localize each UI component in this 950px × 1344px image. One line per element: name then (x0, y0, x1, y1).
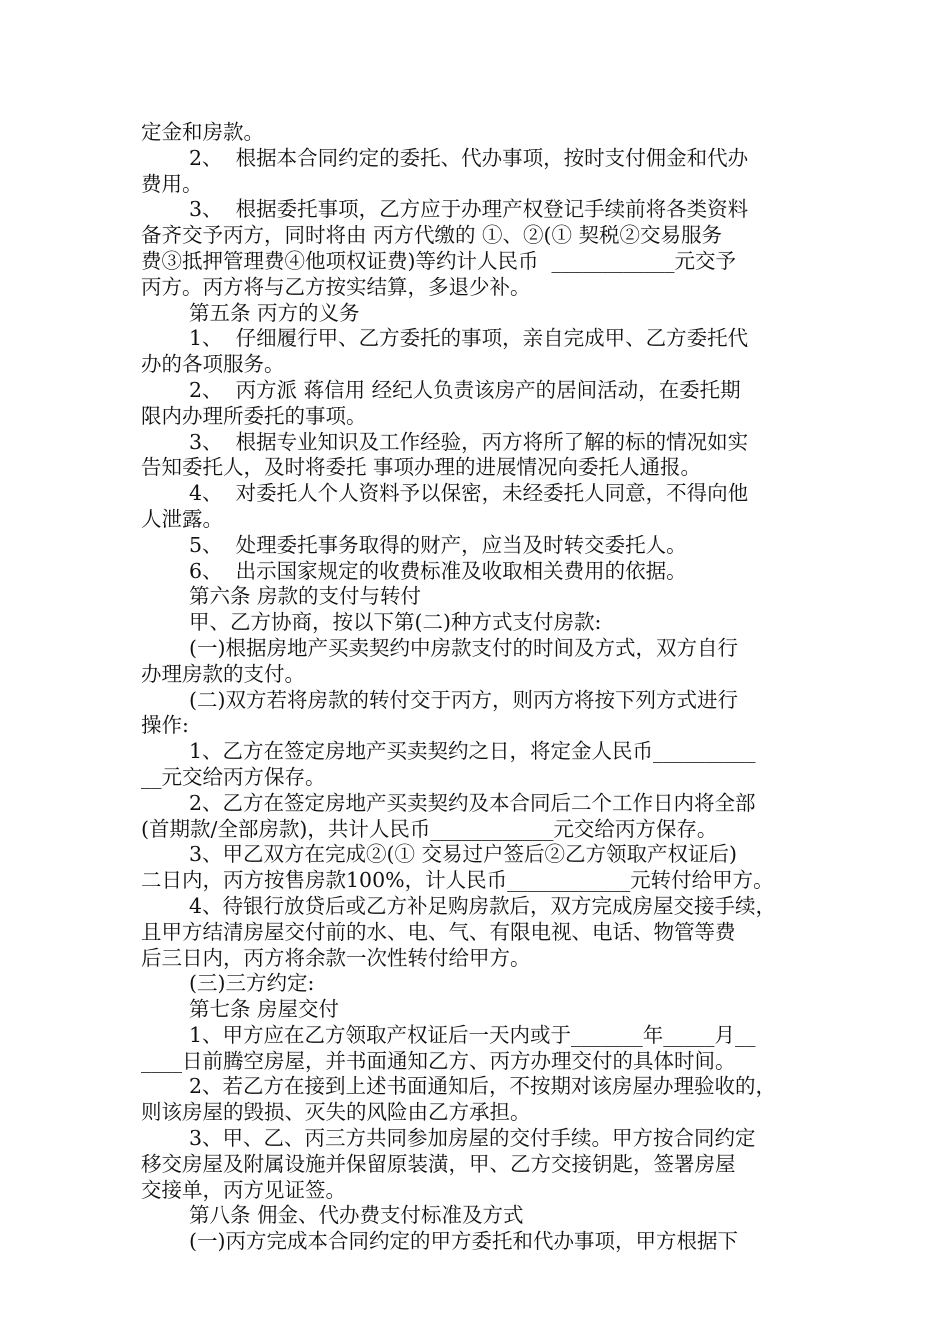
document-line: (二)双方若将房款的转付交于丙方，则丙方将按下列方式进行 (189, 687, 738, 712)
document-line: 1、 仔细履行甲、乙方委托的事项，亲自完成甲、乙方委托代 (189, 326, 749, 351)
document-line: 费用。 (141, 171, 203, 196)
document-line: 移交房屋及附属设施并保留原装潢，甲、乙方交接钥匙，签署房屋 (141, 1151, 736, 1176)
document-line: 第七条 房屋交付 (189, 997, 340, 1022)
document-line: __元交给丙方保存。 (141, 764, 326, 789)
document-line: 丙方。丙方将与乙方按实结算，多退少补。 (141, 274, 531, 299)
document-line: 费③抵押管理费④他项权证费)等约计人民币 ____________元交予 (141, 248, 737, 273)
document-line: 4、待银行放贷后或乙方补足购房款后，双方完成房屋交接手续， (189, 893, 777, 918)
document-line: 备齐交予丙方，同时将由 丙方代缴的 ①、②(① 契税②交易服务 (141, 223, 723, 248)
document-line: 操作: (141, 713, 189, 738)
document-line: 第五条 丙方的义务 (189, 300, 360, 325)
document-line: 后三日内，丙方将余款一次性转付给甲方。 (141, 945, 531, 970)
document-line: 2、若乙方在接到上述书面通知后，不按期对该房屋办理验收的， (189, 1074, 777, 1099)
document-line: 办的各项服务。 (141, 352, 285, 377)
document-line: (首期款/全部房款)，共计人民币____________元交给丙方保存。 (141, 816, 718, 841)
document-line: 2、乙方在签定房地产买卖契约及本合同后二个工作日内将全部 (189, 790, 756, 815)
document-line: 5、 处理委托事务取得的财产，应当及时转交委托人。 (189, 532, 687, 557)
document-line: (三)三方约定: (189, 971, 315, 996)
document-line: 二日内，丙方按售房款100%，计人民币____________元转付给甲方。 (141, 868, 774, 893)
document-line: 告知委托人，及时将委托 事项办理的进展情况向委托人通报。 (141, 455, 702, 480)
document-line: 2、 丙方派 蒋信用 经纪人负责该房产的居间活动，在委托期 (189, 377, 741, 402)
document-line: 人泄露。 (141, 506, 223, 531)
document-line: 则该房屋的毁损、灭失的风险由乙方承担。 (141, 1100, 531, 1125)
document-line: 交接单，丙方见证签。 (141, 1177, 346, 1202)
document-line: 限内办理所委托的事项。 (141, 403, 367, 428)
document-line: 办理房款的支付。 (141, 661, 305, 686)
document-line: ____日前腾空房屋，并书面通知乙方、丙方办理交付的具体时间。 (141, 1048, 736, 1073)
document-line: 且甲方结清房屋交付前的水、电、气、有限电视、电话、物管等费 (141, 919, 736, 944)
document-line: (一)根据房地产买卖契约中房款支付的时间及方式，双方自行 (189, 635, 738, 660)
document-line: 定金和房款。 (141, 120, 264, 144)
document-line: 第八条 佣金、代办费支付标准及方式 (189, 1203, 524, 1228)
document-line: 1、乙方在签定房地产买卖契约之日，将定金人民币__________ (189, 739, 756, 764)
document-line: 3、甲、乙、丙三方共同参加房屋的交付手续。甲方按合同约定 (189, 1126, 756, 1151)
document-line: (一)丙方完成本合同约定的甲方委托和代办事项，甲方根据下 (189, 1229, 738, 1254)
document-line: 第六条 房款的支付与转付 (189, 584, 422, 609)
document-line: 3、甲乙双方在完成②(① 交易过户签后②乙方领取产权证后) (189, 842, 738, 867)
document-line: 甲、乙方协商，按以下第(二)种方式支付房款: (189, 610, 602, 635)
document-line: 1、甲方应在乙方领取产权证后一天内或于_______年_____月__ (189, 1022, 756, 1047)
document-line: 4、 对委托人个人资料予以保密，未经委托人同意，不得向他 (189, 481, 749, 506)
document-body (141, 120, 813, 1255)
document-line: 2、 根据本合同约定的委托、代办事项，按时支付佣金和代办 (189, 145, 749, 170)
document-line: 6、 出示国家规定的收费标准及收取相关费用的依据。 (189, 558, 687, 583)
document-line: 3、 根据委托事项，乙方应于办理产权登记手续前将各类资料 (189, 197, 749, 222)
document-line: 3、 根据专业知识及工作经验，丙方将所了解的标的情况如实 (189, 429, 749, 454)
